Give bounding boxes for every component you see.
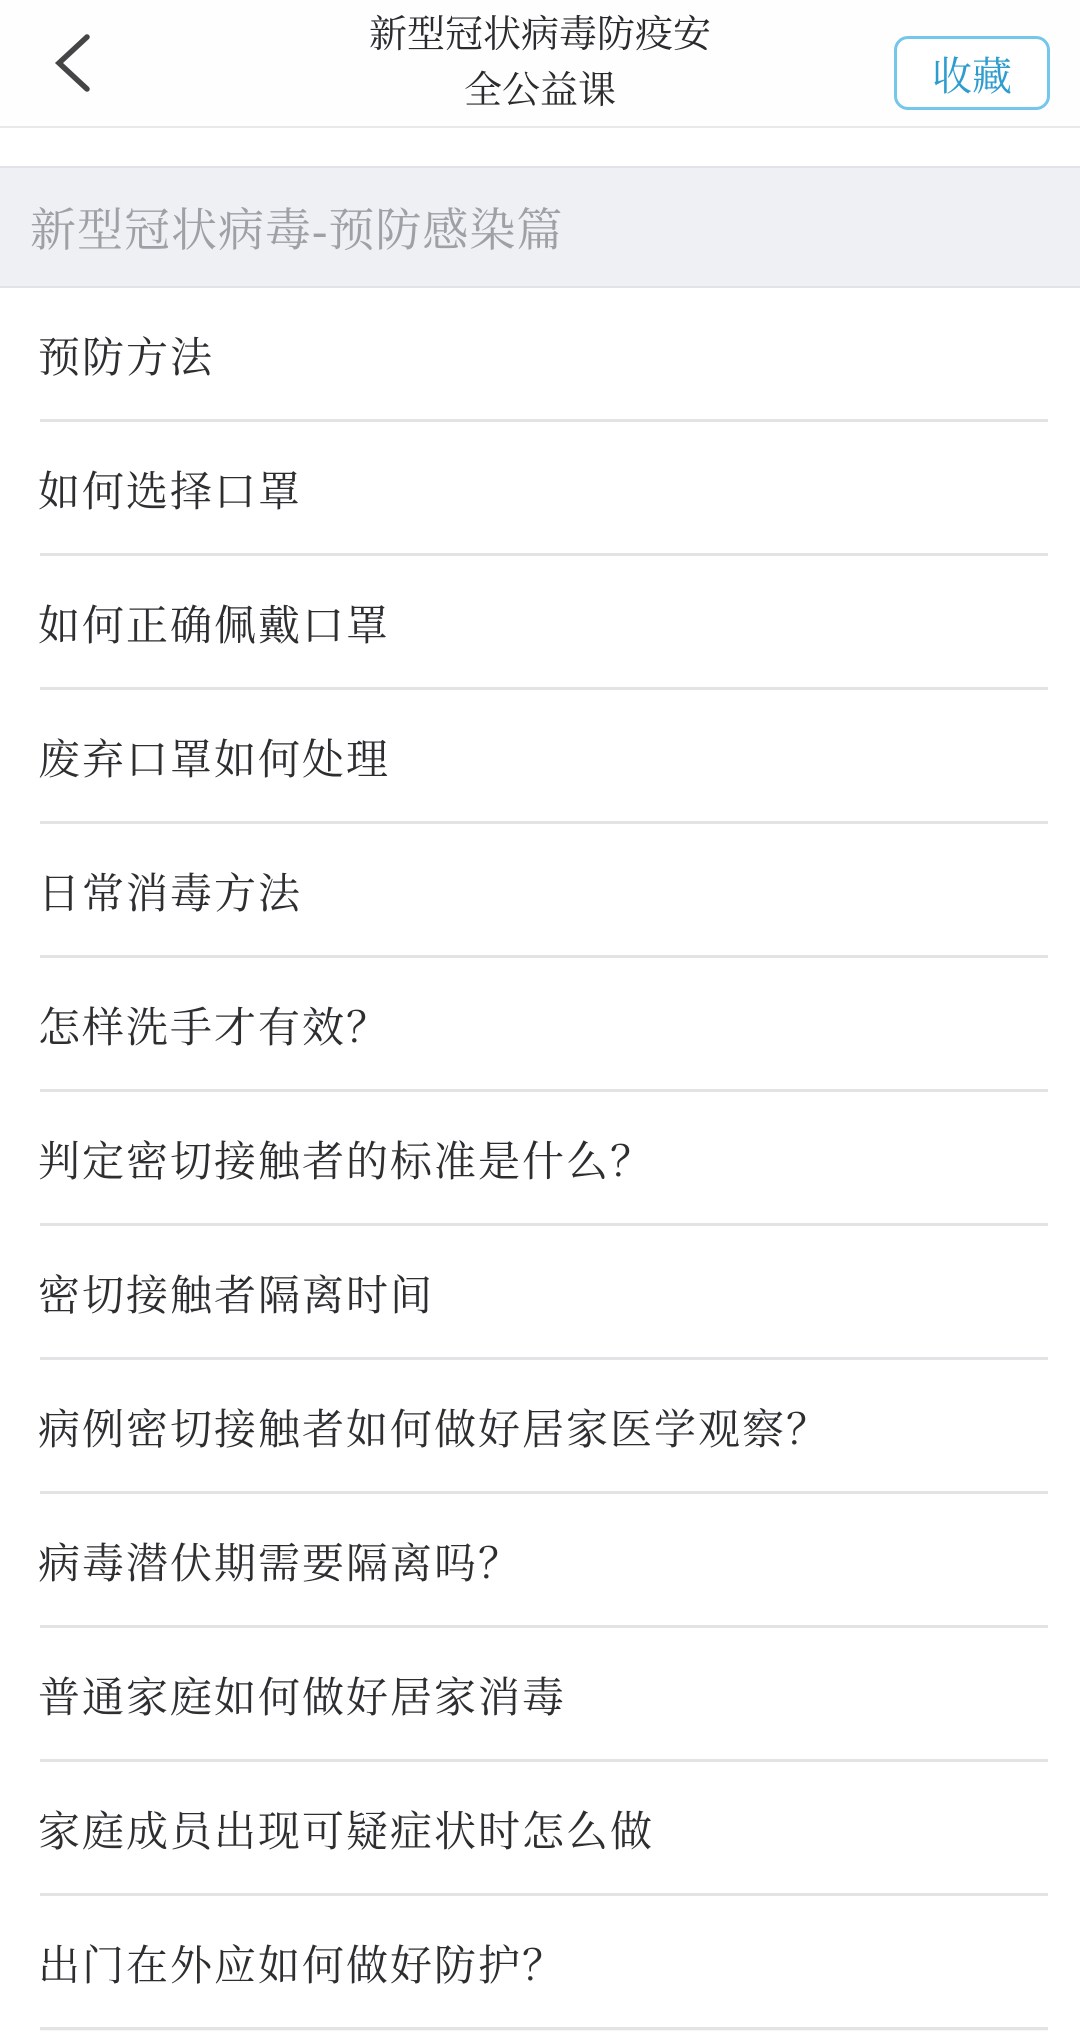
list-item-label: 普通家庭如何做好居家消毒 xyxy=(38,1676,567,1722)
list-item[interactable] xyxy=(0,1762,1080,1896)
list-item[interactable] xyxy=(0,690,1080,824)
list-item-label: 病例密切接触者如何做好居家医学观察？ xyxy=(38,1408,831,1454)
list-item-label: 废弃口罩如何处理 xyxy=(38,738,391,784)
list-item-label: 判定密切接触者的标准是什么？ xyxy=(38,1140,655,1186)
list-item-label: 怎样洗手才有效？ xyxy=(38,1006,391,1052)
list-item[interactable] xyxy=(0,1628,1080,1762)
list-item[interactable] xyxy=(0,556,1080,690)
list-item-label: 病毒潜伏期需要隔离吗？ xyxy=(38,1542,523,1588)
navbar xyxy=(0,0,1080,128)
section-header xyxy=(0,166,1080,288)
list-item[interactable] xyxy=(0,1092,1080,1226)
list-item[interactable] xyxy=(0,1226,1080,1360)
list-item[interactable] xyxy=(0,1896,1080,2030)
page-title-line2: 全公益课 xyxy=(463,70,616,112)
list-item-label: 如何选择口罩 xyxy=(38,470,303,516)
list-item-label: 出门在外应如何做好防护？ xyxy=(38,1944,567,1990)
list-item[interactable] xyxy=(0,824,1080,958)
list-item-label: 日常消毒方法 xyxy=(38,872,303,918)
list-item-label: 如何正确佩戴口罩 xyxy=(38,604,391,650)
list-item[interactable] xyxy=(0,288,1080,422)
course-list xyxy=(0,288,1080,2030)
list-item[interactable] xyxy=(0,422,1080,556)
header-spacer xyxy=(0,128,1080,166)
list-item-label: 预防方法 xyxy=(38,336,215,382)
list-item-label: 密切接触者隔离时间 xyxy=(38,1274,435,1320)
back-button[interactable] xyxy=(18,0,128,126)
favorite-button[interactable]: 收藏 xyxy=(894,36,1050,110)
list-item[interactable] xyxy=(0,1360,1080,1494)
page-title-line1: 新型冠状病毒防疫安 xyxy=(368,14,711,56)
list-item-label: 家庭成员出现可疑症状时怎么做 xyxy=(38,1810,655,1856)
list-item[interactable] xyxy=(0,958,1080,1092)
section-title: 新型冠状病毒-预防感染篇 xyxy=(30,205,564,256)
list-item[interactable] xyxy=(0,1494,1080,1628)
chevron-left-icon xyxy=(51,31,95,95)
